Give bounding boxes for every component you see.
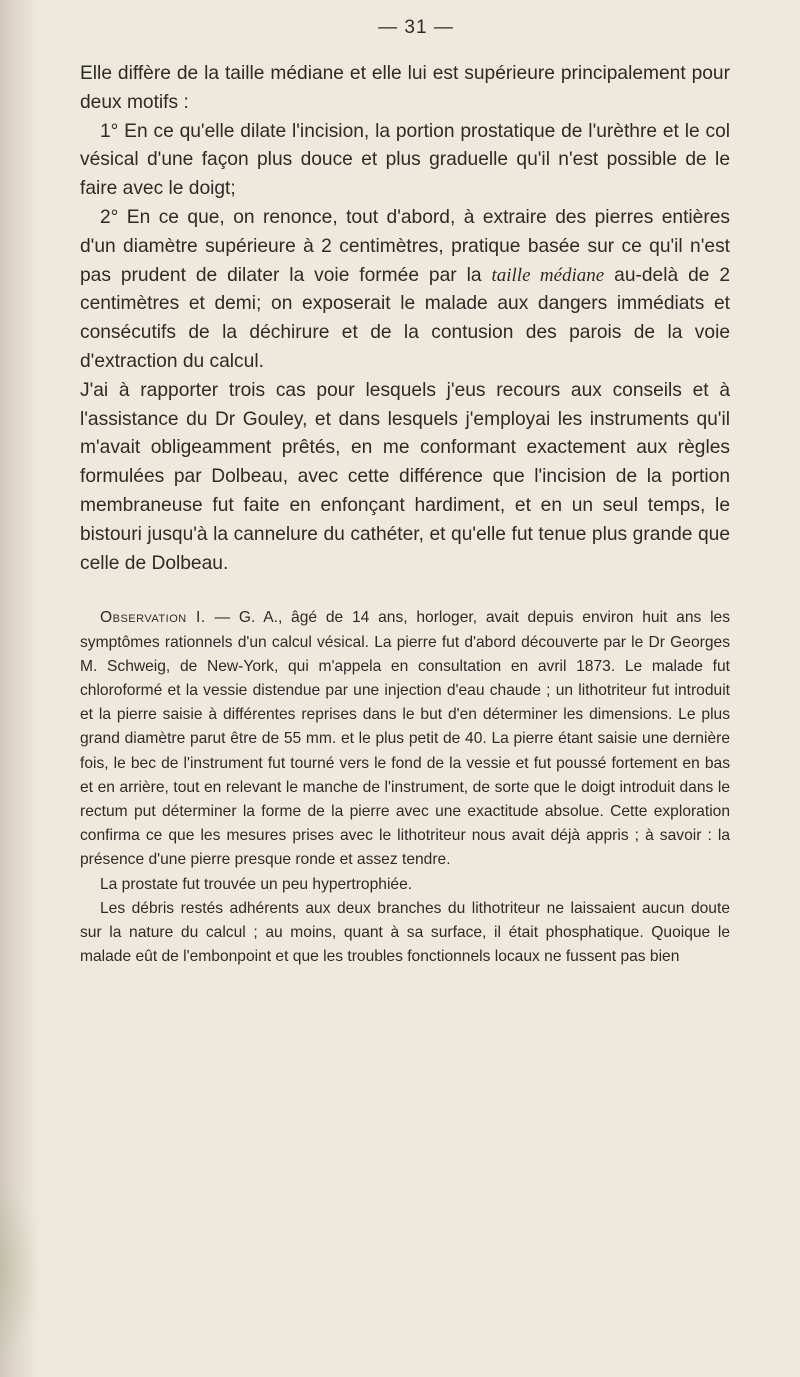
page-number: — 31 — <box>378 17 454 38</box>
paragraph-motif-2-start: 2° En ce que, on renonce, tout d'abord, à extraire des pierres entières d'un diamètre supérieure à 2 centimètres, pratique basée sur ce qu'il n'est pas prudent de dilater la voie formée par la <box>80 206 730 286</box>
observation-dash: — <box>205 609 239 627</box>
observation-paragraph <box>80 606 730 872</box>
paragraph-motif-2-end: au-delà de 2 centimètres et demi; on exposerait le malade aux dangers immédiats et consécutifs de la déchirure et de la contusion des parois de la voie d'extraction du calcul. <box>80 264 731 372</box>
binding-shadow <box>0 0 40 1377</box>
observation-text-3: Les débris restés adhérents aux deux branches du lithotriteur ne laissaient aucun doute sur la nature du calcul ; au moins, quant à sa surface, il était phosphatique. Quoique le malade eût de l'embonpoint et que les troubles fonctionnels locaux ne fussent pas bien <box>80 899 730 966</box>
paragraph-motif-1: 1° En ce qu'elle dilate l'incision, la portion prostatique de l'urèthre et le col vésical d'une façon plus douce et plus graduelle qu'il n'est possible de le faire avec le doigt; <box>80 120 730 200</box>
observation-text-2: La prostate fut trouvée un peu hypertrophiée. <box>100 875 413 893</box>
observation-heading: Observation I. <box>100 609 206 627</box>
page-stain <box>0 1180 40 1360</box>
book-page <box>80 10 730 969</box>
paragraph-motif-2 <box>80 204 730 377</box>
paragraph-cases: J'ai à rapporter trois cas pour lesquels j'eus recours aux conseils et à l'assistance du Dr Gouley, et dans lesquels j'employai les instruments qu'il m'avait obligeamment prêtés, en me conformant exactement aux règles formulées par Dolbeau, avec cette différence que l'incision de la portion membraneuse fut faite en enfonçant hardiment, et en un seul temps, le bistouri jusqu'à la cannelure du cathéter, et qu'elle fut tenue plus grande que celle de Dolbeau. <box>80 379 730 574</box>
paragraph-intro: Elle diffère de la taille médiane et elle lui est supérieure principalement pour deux motifs : <box>80 63 730 113</box>
italic-taille-mediane: taille médiane <box>491 264 605 286</box>
main-text <box>80 60 730 578</box>
observation-block <box>80 606 730 969</box>
observation-text-1: G. A., âgé de 14 ans, horloger, avait depuis environ huit ans les symptômes rationnels d'un calcul vésical. La pierre fut d'abord découverte par le Dr Georges M. Schweig, de New-York, qui m'appela en consultation en avril 1873. Le malade fut chloroformé et la vessie distendue par une injection d'eau chaude ; un lithotriteur fut introduit et la pierre saisie à différentes reprises dans le but d'en déterminer les dimensions. Le plus grand diamètre parut être de 55 mm. et le plus petit de 40. La pierre étant saisie une dernière fois, le bec de l'instrument fut tourné vers le fond de la vessie et fut poussé fortement en bas et en arrière, tout en relevant le manche de l'instrument, de sorte que le doigt introduit dans le rectum put déterminer la forme de la pierre avec une exactitude absolue. Cette exploration confirma ce que les mesures prises avec le lithotriteur nous avait déjà appris ; à savoir : la présence d'une pierre presque ronde et assez tendre. <box>80 609 731 869</box>
